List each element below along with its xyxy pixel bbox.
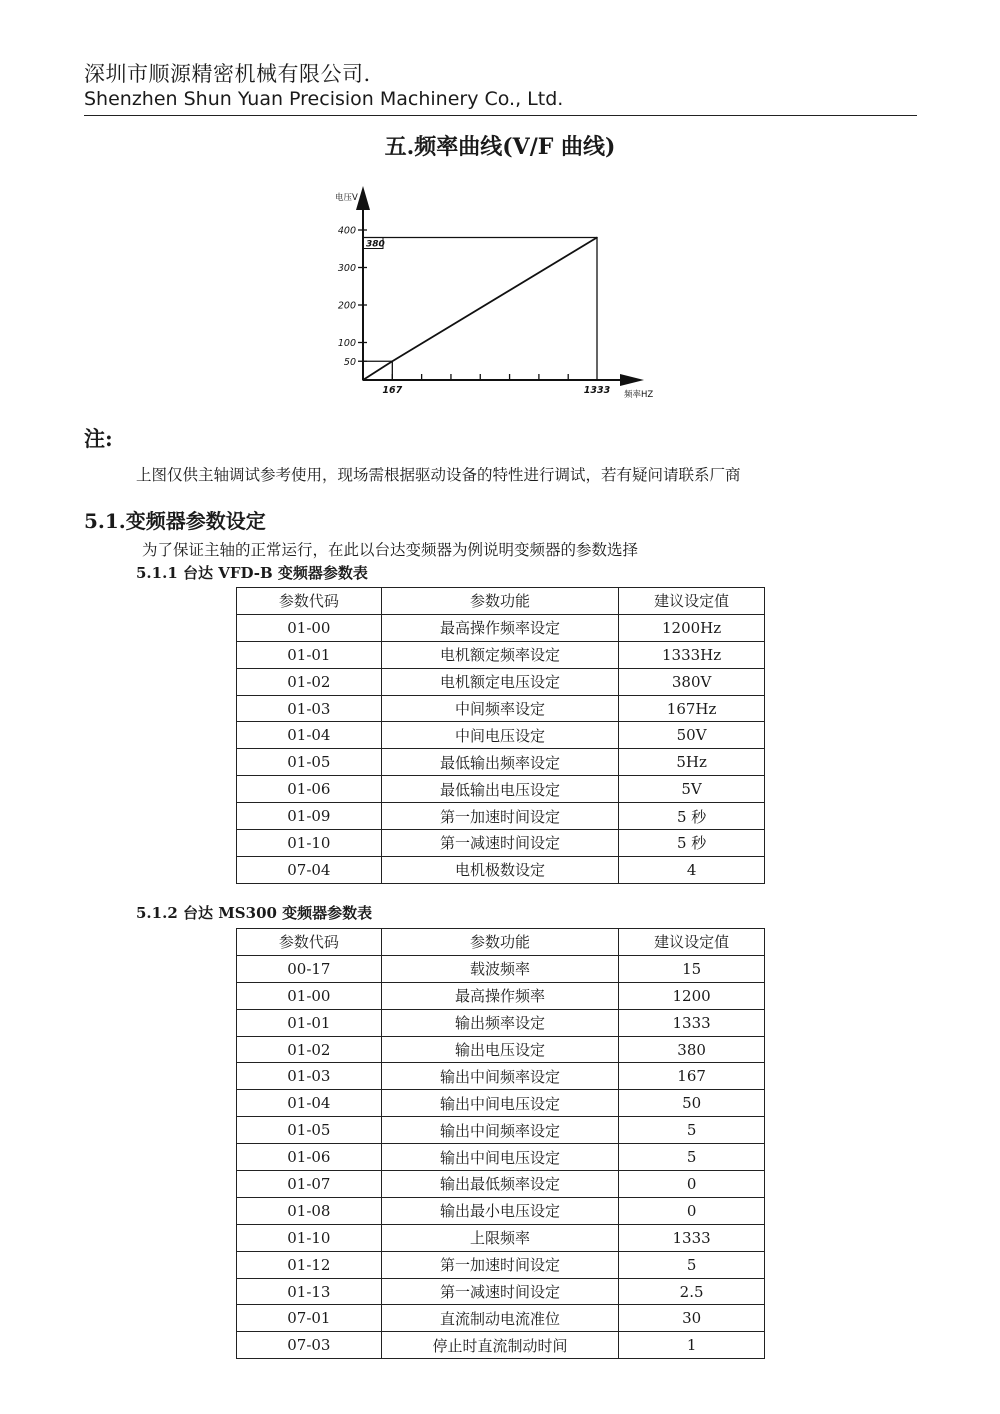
table-row <box>237 1144 765 1171</box>
table-row <box>237 1009 765 1036</box>
table-row <box>237 1036 765 1063</box>
y-tick-label: 200 <box>337 300 356 312</box>
param-code: 01-01 <box>237 641 382 668</box>
x-axis-arrow <box>620 374 644 386</box>
x-axis-label: 频率HZ <box>624 390 654 400</box>
param-function: 输出频率设定 <box>381 1009 619 1036</box>
param-function: 电机额定频率设定 <box>381 641 618 668</box>
param-function: 最高操作频率 <box>381 982 619 1009</box>
section-title: 五.频率曲线(V/F 曲线) <box>384 134 616 160</box>
param-value: 5 秒 <box>619 803 765 830</box>
param-value: 2.5 <box>619 1278 765 1305</box>
param-code: 07-03 <box>237 1332 382 1359</box>
table-row <box>237 856 765 883</box>
param-function: 停止时直流制动时间 <box>381 1332 619 1359</box>
param-function: 输出中间电压设定 <box>381 1144 619 1171</box>
param-value: 5 <box>619 1144 765 1171</box>
table-row <box>237 1171 765 1198</box>
param-value: 1333Hz <box>619 641 765 668</box>
header-code: 参数代码 <box>237 929 382 956</box>
param-value: 1333 <box>619 1009 765 1036</box>
param-function: 直流制动电流准位 <box>381 1305 619 1332</box>
table-row <box>237 955 765 982</box>
param-function: 输出最低频率设定 <box>381 1171 619 1198</box>
note-text: 上图仅供主轴调试参考使用，现场需根据驱动设备的特性进行调试，若有疑问请联系厂商 <box>136 466 741 484</box>
ms300-param-table <box>236 928 765 1359</box>
param-value: 5 <box>619 1117 765 1144</box>
param-code: 01-04 <box>237 1090 382 1117</box>
param-code: 01-05 <box>237 749 382 776</box>
param-value: 5V <box>619 776 765 803</box>
header-function: 参数功能 <box>381 929 619 956</box>
vf-curve-chart <box>326 180 666 405</box>
param-code: 01-04 <box>237 722 382 749</box>
header-function: 参数功能 <box>381 588 618 615</box>
table-row <box>237 668 765 695</box>
header-value: 建议设定值 <box>619 929 765 956</box>
param-code: 01-13 <box>237 1278 382 1305</box>
param-code: 07-04 <box>237 856 382 883</box>
vfd-b-param-table <box>236 587 765 884</box>
table-row <box>237 749 765 776</box>
table2-caption: 5.1.2 台达 MS300 变频器参数表 <box>136 904 373 922</box>
section-5-1-title: 5.1.变频器参数设定 <box>84 509 266 533</box>
table1-caption: 5.1.1 台达 VFD-B 变频器参数表 <box>136 564 368 582</box>
param-function: 电机额定电压设定 <box>381 668 618 695</box>
param-code: 01-02 <box>237 668 382 695</box>
param-value: 4 <box>619 856 765 883</box>
table-row <box>237 1197 765 1224</box>
param-function: 载波频率 <box>381 955 619 982</box>
vf-curve-line <box>363 238 597 381</box>
param-value: 380 <box>619 1036 765 1063</box>
table-row <box>237 1063 765 1090</box>
table-header-row <box>237 929 765 956</box>
table-row <box>237 722 765 749</box>
y-axis-arrow <box>356 186 370 210</box>
param-code: 01-09 <box>237 803 382 830</box>
param-function: 最低输出频率设定 <box>381 749 618 776</box>
param-value: 1200Hz <box>619 614 765 641</box>
param-function: 输出中间电压设定 <box>381 1090 619 1117</box>
param-function: 输出中间频率设定 <box>381 1063 619 1090</box>
param-function: 中间电压设定 <box>381 722 618 749</box>
vf-curve-point <box>362 379 364 381</box>
param-function: 第一加速时间设定 <box>381 1251 619 1278</box>
table-row <box>237 1332 765 1359</box>
param-code: 01-10 <box>237 1224 382 1251</box>
param-value: 1200 <box>619 982 765 1009</box>
y-tick-label: 400 <box>337 225 356 237</box>
param-code: 01-12 <box>237 1251 382 1278</box>
y-tick-label: 50 <box>343 356 356 368</box>
param-value: 50V <box>619 722 765 749</box>
param-function: 第一减速时间设定 <box>381 830 618 857</box>
param-value: 380V <box>619 668 765 695</box>
table-row <box>237 1224 765 1251</box>
param-function: 中间频率设定 <box>381 695 618 722</box>
param-value: 5 秒 <box>619 830 765 857</box>
annotation-label: 380 <box>366 239 385 250</box>
param-code: 00-17 <box>237 955 382 982</box>
param-function: 输出电压设定 <box>381 1036 619 1063</box>
header-code: 参数代码 <box>237 588 382 615</box>
header-divider <box>84 115 917 116</box>
param-function: 输出最小电压设定 <box>381 1197 619 1224</box>
param-function: 最低输出电压设定 <box>381 776 618 803</box>
param-value: 167 <box>619 1063 765 1090</box>
param-code: 01-08 <box>237 1197 382 1224</box>
param-value: 167Hz <box>619 695 765 722</box>
param-value: 0 <box>619 1197 765 1224</box>
section-5-1-intro: 为了保证主轴的正常运行，在此以台达变频器为例说明变频器的参数选择 <box>142 541 639 559</box>
table-row <box>237 830 765 857</box>
param-value: 1333 <box>619 1224 765 1251</box>
param-value: 50 <box>619 1090 765 1117</box>
y-tick-label: 300 <box>337 263 356 274</box>
param-value: 1 <box>619 1332 765 1359</box>
param-code: 01-01 <box>237 1009 382 1036</box>
company-name-en: Shenzhen Shun Yuan Precision Machinery Co., Ltd. <box>84 88 564 110</box>
table-row <box>237 1251 765 1278</box>
header-value: 建议设定值 <box>619 588 765 615</box>
table-row <box>237 1278 765 1305</box>
x-tick-label: 1333 <box>583 385 611 396</box>
param-code: 07-01 <box>237 1305 382 1332</box>
param-value: 5 <box>619 1251 765 1278</box>
param-function: 上限频率 <box>381 1224 619 1251</box>
table-row <box>237 1117 765 1144</box>
company-name-cn: 深圳市顺源精密机械有限公司. <box>84 62 371 86</box>
param-function: 第一加速时间设定 <box>381 803 618 830</box>
table-row <box>237 776 765 803</box>
param-code: 01-03 <box>237 1063 382 1090</box>
param-value: 0 <box>619 1171 765 1198</box>
param-function: 第一减速时间设定 <box>381 1278 619 1305</box>
y-tick-label: 100 <box>337 338 356 349</box>
param-function: 最高操作频率设定 <box>381 614 618 641</box>
param-code: 01-00 <box>237 614 382 641</box>
table-row <box>237 641 765 668</box>
table-row <box>237 1305 765 1332</box>
param-function: 输出中间频率设定 <box>381 1117 619 1144</box>
param-value: 15 <box>619 955 765 982</box>
table-row <box>237 695 765 722</box>
y-axis-label: 电压V <box>335 193 358 203</box>
note-title: 注: <box>84 426 113 451</box>
param-code: 01-06 <box>237 776 382 803</box>
param-function: 电机极数设定 <box>381 856 618 883</box>
param-code: 01-06 <box>237 1144 382 1171</box>
param-code: 01-07 <box>237 1171 382 1198</box>
table-header-row <box>237 588 765 615</box>
table-row <box>237 982 765 1009</box>
param-value: 5Hz <box>619 749 765 776</box>
param-code: 01-02 <box>237 1036 382 1063</box>
x-tick-label: 167 <box>382 385 403 396</box>
param-code: 01-10 <box>237 830 382 857</box>
table-row <box>237 803 765 830</box>
param-code: 01-03 <box>237 695 382 722</box>
table-row <box>237 614 765 641</box>
param-value: 30 <box>619 1305 765 1332</box>
table-row <box>237 1090 765 1117</box>
param-code: 01-00 <box>237 982 382 1009</box>
param-code: 01-05 <box>237 1117 382 1144</box>
